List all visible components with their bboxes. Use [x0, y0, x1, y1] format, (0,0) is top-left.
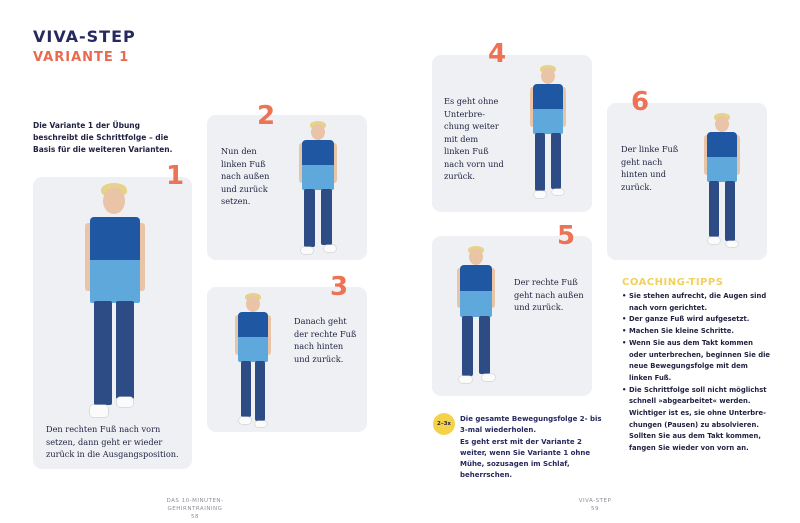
tip-item-continuation: Wichtiger ist es, sie ohne Unterbre-chungen (Pausen) zu absolvieren. Sollten Sie aus dem Takt kommen, fangen Sie wieder von vorn an. [629, 409, 766, 453]
coaching-tips-title: COACHING-TIPPS [622, 277, 724, 288]
step-number-1: 1 [166, 161, 185, 191]
footer-page-number: 58 [191, 514, 199, 520]
step-number-6: 6 [631, 87, 650, 117]
person-photo-3 [235, 293, 271, 428]
step-card-4 [432, 39, 592, 212]
repeat-text-continued: Es geht erst mit der Variante 2 weiter, wenn Sie Variante 1 ohne Mühe, sozusagen im Schlaf, beherrschen. [460, 437, 591, 480]
tip-item: • Machen Sie kleine Schritte. [622, 326, 772, 338]
step-text-4: Es geht ohne Unterbre-chung weiter mit dem linken Fuß nach vorn und zurück. [444, 96, 504, 181]
coaching-tips-list [622, 291, 772, 455]
footer-page-number: 59 [591, 506, 599, 512]
footer-book-title: VIVA-STEP [578, 498, 612, 504]
intro-text: Die Variante 1 der Übung beschreibt die Schrittfolge – die Basis für die weiteren Varianten. [33, 121, 173, 154]
footer-left [140, 497, 250, 521]
page-title: VIVA-STEP [33, 27, 136, 46]
step-card-3 [207, 272, 367, 432]
repeat-text: Die gesamte Bewegungsfolge 2- bis 3-mal wiederholen. [460, 415, 602, 435]
tip-item: • Wenn Sie aus dem Takt kommen oder unterbrechen, beginnen Sie die neue Bewegungsfolge mit dem linken Fuß. [622, 338, 772, 385]
person-photo-2 [299, 121, 337, 256]
tip-item: • Sie stehen aufrecht, die Augen sind nach vorn gerichtet. [622, 291, 772, 314]
repeat-badge-icon: 2–3x [433, 413, 455, 435]
step-number-3: 3 [330, 272, 349, 302]
step-number-4: 4 [488, 39, 507, 69]
tip-item: • Der ganze Fuß wird aufgesetzt. [622, 314, 772, 326]
person-photo-1 [85, 183, 145, 423]
step-text-5: Der rechte Fuß geht nach außen und zurück. [514, 277, 584, 312]
footer-right [555, 497, 635, 513]
step-text-6: Der linke Fuß geht nach hinten und zurück. [621, 144, 679, 192]
step-text-3: Danach geht der rechte Fuß nach hinten und zurück. [294, 316, 357, 364]
step-number-2: 2 [257, 101, 276, 131]
footer-book-title: DAS 10-MINUTEN-GEHIRNTRAINING [166, 498, 224, 512]
step-card-6 [607, 87, 767, 260]
step-card-2 [207, 101, 367, 260]
step-card-5 [432, 221, 592, 396]
person-photo-4 [530, 65, 566, 205]
page-subtitle: VARIANTE 1 [33, 50, 130, 65]
step-text-2: Nun den linken Fuß nach außen und zurück setzen. [221, 146, 270, 206]
person-photo-6 [704, 113, 740, 253]
tip-item: • Die Schrittfolge soll nicht möglichst schnell »abgearbeitet« werden. [622, 385, 772, 408]
step-number-5: 5 [557, 221, 576, 251]
step-text-1: Den rechten Fuß nach vorn setzen, dann geht er wieder zurück in die Ausgangsposition. [46, 424, 179, 459]
repeat-instruction [460, 414, 610, 482]
step-card-1 [33, 161, 192, 469]
person-photo-5 [456, 246, 496, 390]
